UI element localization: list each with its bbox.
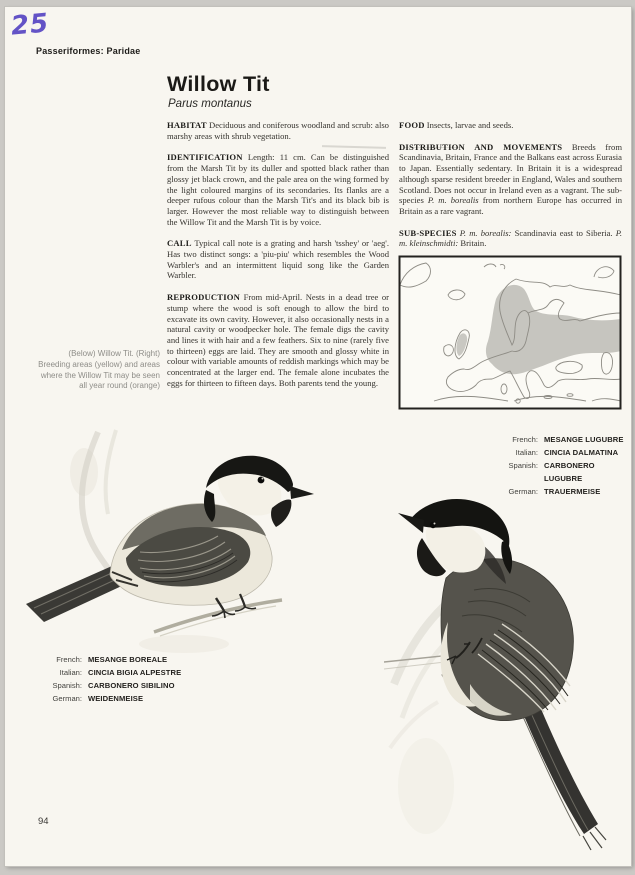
call-text: Typical call note is a grating and harsh 'tsshey' or 'aeg'. Has two distinct songs: a 'piu-piu' which resembles the Wood Warbler's and an intermittent liquid song like the Garden Warbler. <box>167 238 390 281</box>
name-value: CINCIA DALMATINA <box>544 448 619 457</box>
right-bird-illustration <box>384 486 635 854</box>
name-value: CINCIA BIGIA ALPESTRE <box>88 668 182 677</box>
page-title: Willow Tit <box>167 72 270 96</box>
name-row <box>486 433 628 446</box>
bird-beak <box>290 486 314 499</box>
name-row <box>30 653 210 666</box>
distribution-text: Breeds from Scandinavia, Britain, France and the Balkans east across Eurasia to Japan. Essentially sedentary. In Britain it is a widespread although sparse resident breeder in England, Wales and southern Scotland. Does not occur in Ireland even as a vagrant. The sub-species P. m. borealis from northern Europe has occurred in Britain as a rare vagrant. <box>399 141 623 216</box>
left-bird-illustration <box>14 428 324 668</box>
call-section <box>167 238 389 281</box>
name-row <box>30 679 210 692</box>
name-label: French: <box>56 655 82 664</box>
scientific-name: Parus montanus <box>168 98 252 110</box>
name-label: Spanish: <box>508 461 538 470</box>
map-caption: (Below) Willow Tit. (Right) Breeding areas (yellow) and areas where the Willow Tit may be seen all year round (orange) <box>38 349 160 391</box>
page-number: 94 <box>38 816 49 827</box>
bird-eye <box>258 477 265 484</box>
name-value: WEIDENMEISE <box>88 694 144 703</box>
subspecies-text: P. m. borealis: Scandinavia east to Siberia. P. m. kleinschmidti: Britain. <box>399 227 622 249</box>
name-value: MESANGE LUGUBRE <box>544 435 624 444</box>
identification-text: Length: 11 cm. Can be distinguished from the Marsh Tit by its duller and spotted black rather than glossy jet black crown, and the pale area on the wing formed by the light coloured margins of its secondaries. Its flanks are a deeper rufous colour than the Marsh Tit's and its black bib is larger. However the most reliable way to distinguish between the Willow Tit and the Marsh Tit is by voice. <box>167 152 389 227</box>
name-label: Italian: <box>515 448 538 457</box>
bird-eye <box>430 522 436 528</box>
distribution-heading: DISTRIBUTION AND MOVEMENTS <box>399 141 563 152</box>
distribution-section <box>399 142 622 217</box>
call-heading: CALL <box>167 238 192 249</box>
identification-section <box>167 152 389 227</box>
left-text-column <box>167 120 389 399</box>
perch-twig <box>154 600 282 632</box>
food-text: Insects, larvae and seeds. <box>426 120 514 130</box>
name-row <box>30 666 210 679</box>
reproduction-text: From mid-April. Nests in a dead tree or stump where the wood is soft enough to allow the bird to excavate its own cavity. However, it also occasionally nests in a natural cavity or woodpecker hole. The female digs the cavity and lines it with hair and a few feathers. Six to nine (rarely five to thirteen) eggs are laid. They are smooth and glossy white in colour with variable amounts of reddish markings which may be concentrated at the larger end. The female alone incubates the eggs for thirteen to fifteen days. Both parents tend the young. <box>167 292 389 388</box>
food-section <box>399 120 622 131</box>
bird-head <box>398 499 512 584</box>
handwritten-page-mark: 25 <box>9 8 51 42</box>
habitat-section <box>167 120 389 141</box>
subspecies-heading: SUB-SPECIES <box>399 227 457 238</box>
name-row <box>30 692 210 705</box>
reproduction-heading: REPRODUCTION <box>167 292 241 303</box>
name-label: Spanish: <box>52 681 82 690</box>
name-label: German: <box>52 694 82 703</box>
name-label: French: <box>512 435 538 444</box>
habitat-heading: HABITAT <box>167 120 207 130</box>
name-value: TRAUERMEISE <box>544 487 601 496</box>
subspecies-section <box>399 228 622 249</box>
distribution-map <box>398 255 622 410</box>
right-text-column <box>399 120 622 260</box>
reproduction-section <box>167 292 389 388</box>
name-value: CARBONERO LUGUBRE <box>544 461 595 483</box>
identification-heading: IDENTIFICATION <box>167 152 243 163</box>
names-left <box>30 653 210 705</box>
food-heading: FOOD <box>399 120 425 130</box>
family-header: Passeriformes: Paridae <box>36 46 141 56</box>
name-label: German: <box>508 487 538 496</box>
name-label: Italian: <box>59 668 82 677</box>
habitat-text: Deciduous and coniferous woodland and scrub: also marshy areas with shrub vegetation. <box>167 120 389 141</box>
name-value: CARBONERO SIBILINO <box>88 681 175 690</box>
name-row <box>486 446 628 459</box>
name-value: MESANGE BOREALE <box>88 655 168 664</box>
name-row <box>486 459 628 485</box>
